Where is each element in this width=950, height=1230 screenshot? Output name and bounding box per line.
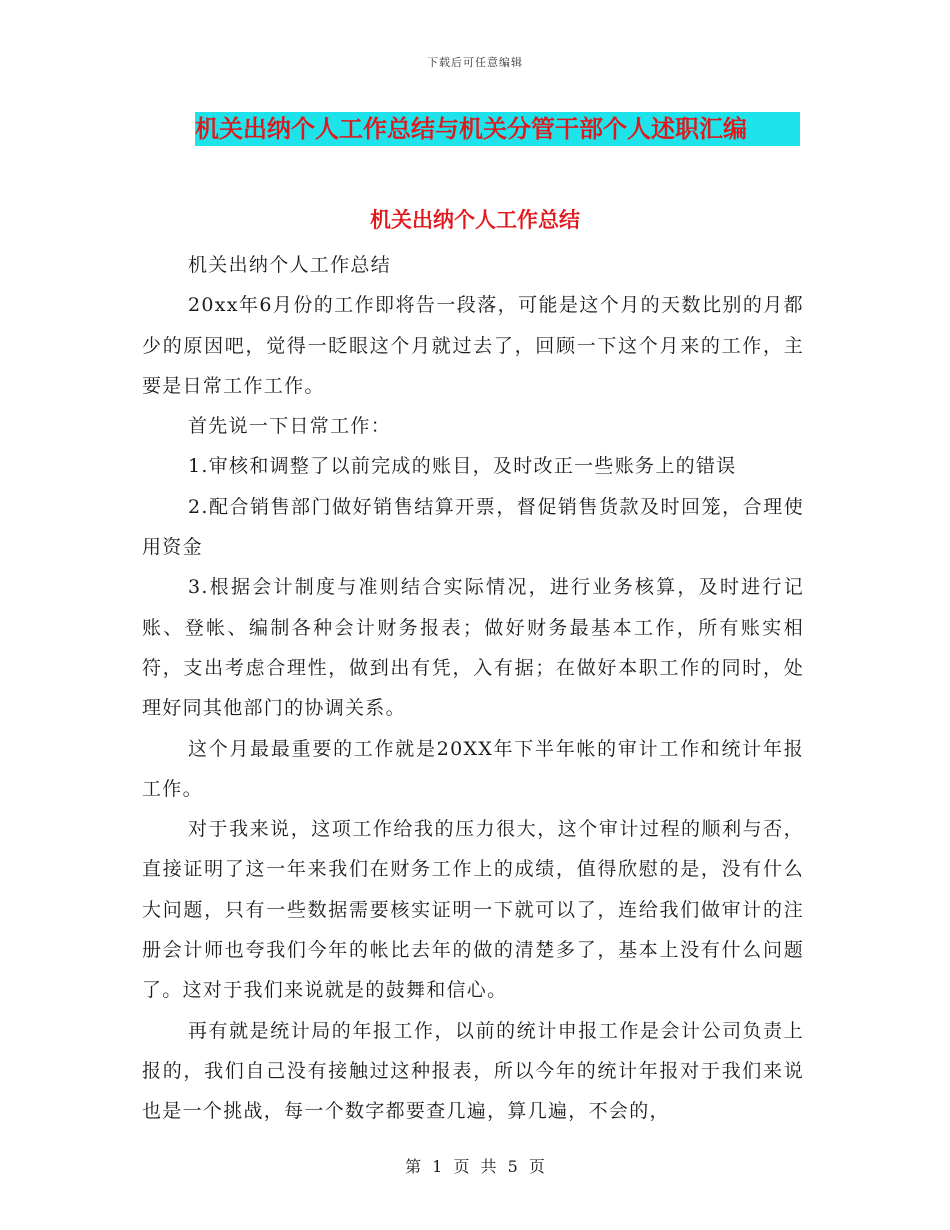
paragraph: 再有就是统计局的年报工作，以前的统计申报工作是会计公司负责上报的，我们自己没有接触过这种报表，所以今年的统计年报对于我们来说也是一个挑战，每一个数字都要查几遍，算几遍，不会的， (142, 1019, 804, 1123)
document-body (142, 245, 804, 1132)
paragraph: 这个月最最重要的工作就是20XX年下半年帐的审计工作和统计年报工作。 (142, 737, 804, 800)
page-footer: 第 1 页 共 5 页 (405, 1157, 545, 1176)
paragraph: 3.根据会计制度与准则结合实际情况，进行业务核算，及时进行记账、登帐、编制各种会计财务报表；做好财务最基本工作，所有账实相符，支出考虑合理性，做到出有凭，入有据；在做好本职工作的同时，处理好同其他部门的协调关系。 (142, 576, 804, 720)
paragraph: 2.配合销售部门做好销售结算开票，督促销售货款及时回笼，合理使用资金 (142, 495, 804, 559)
paragraph: 1.审核和调整了以前完成的账目，及时改正一些账务上的错误 (188, 455, 737, 478)
paragraph: 对于我来说，这项工作给我的压力很大，这个审计过程的顺利与否，直接证明了这一年来我们在财务工作上的成绩，值得欣慰的是，没有什么大问题，只有一些数据需要核实证明一下就可以了，连给我们做审计的注册会计师也夸我们今年的帐比去年的做的清楚多了，基本上没有什么问题了。这对于我们来说就是的鼓舞和信心。 (142, 818, 804, 1002)
paragraph: 机关出纳个人工作总结 (188, 254, 392, 276)
header-note: 下载后可任意编辑 (427, 56, 523, 69)
document-title: 机关出纳个人工作总结与机关分管干部个人述职汇编 (195, 115, 747, 143)
paragraph: 首先说一下日常工作： (188, 415, 392, 438)
paragraph: 20xx年6月份的工作即将告一段落，可能是这个月的天数比别的月都少的原因吧，觉得一眨眼这个月就过去了，回顾一下这个月来的工作，主要是日常工作工作。 (142, 294, 804, 397)
section-title: 机关出纳个人工作总结 (370, 208, 580, 232)
